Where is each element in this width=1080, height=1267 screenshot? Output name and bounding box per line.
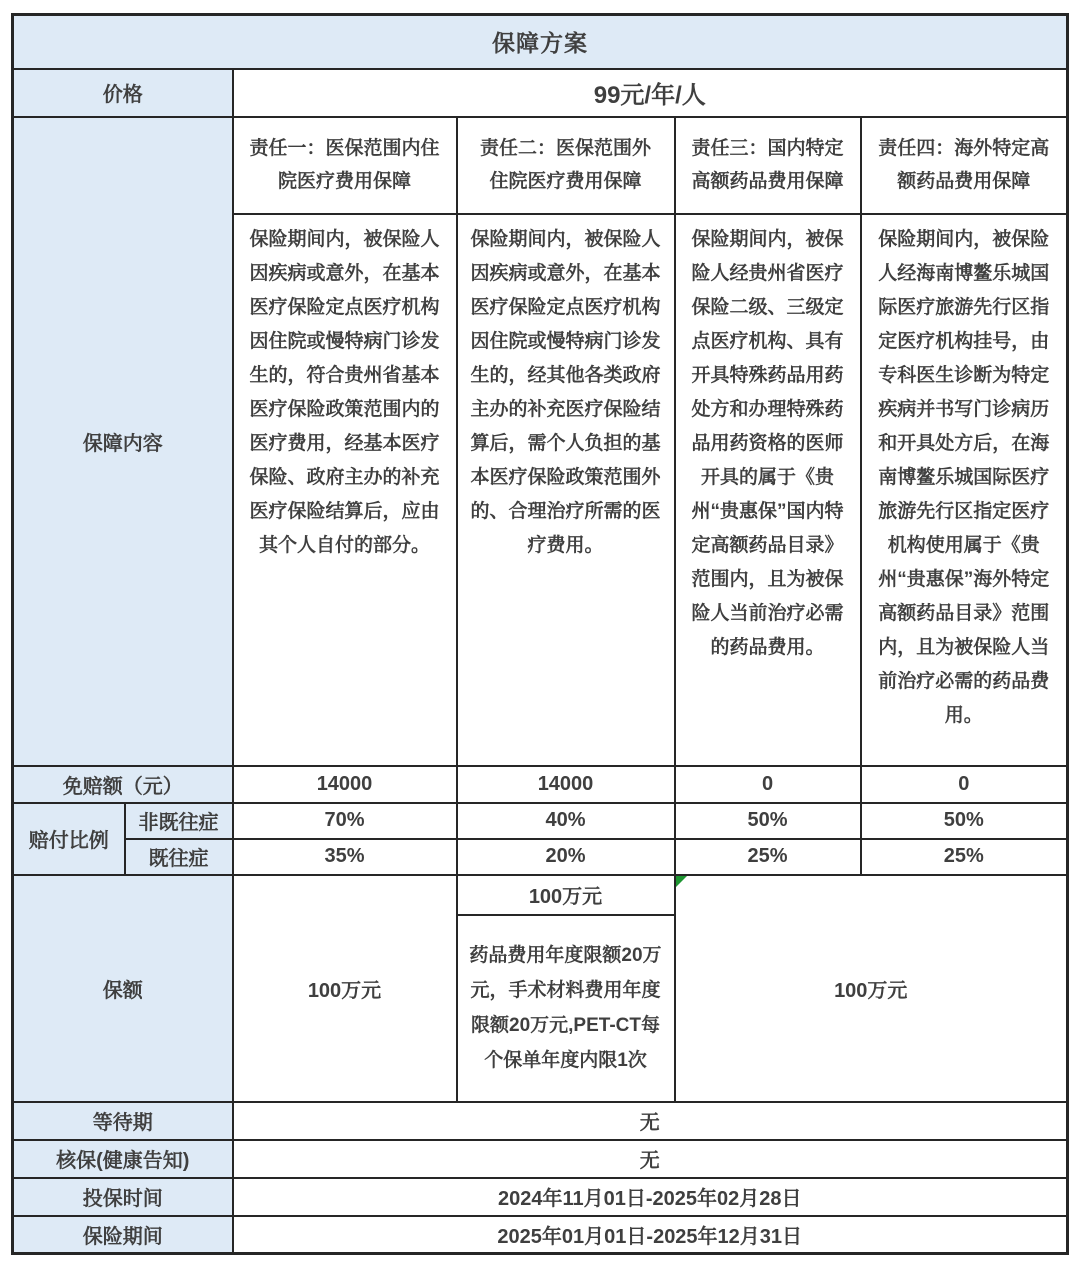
- sum-insured-col2-top: 100万元: [457, 875, 675, 915]
- comment-marker-icon: [676, 876, 687, 887]
- preexisting-label: 既往症: [125, 839, 233, 875]
- page-title: 保障方案: [13, 15, 1068, 69]
- insurance-plan-table: [11, 13, 1069, 1255]
- waiting-period-value: 无: [233, 1102, 1068, 1140]
- insurance-period-value: 2025年01月01日-2025年12月31日: [233, 1216, 1068, 1254]
- column-header-2: 责任二：医保范围外住院医疗费用保障: [457, 117, 675, 214]
- non-preexisting-label: 非既往症: [125, 803, 233, 839]
- insurance-period-row: [13, 1216, 1068, 1254]
- coverage-label: 保障内容: [13, 117, 233, 766]
- deductible-value-3: 0: [675, 766, 861, 803]
- non-preexisting-value-1: 70%: [233, 803, 457, 839]
- underwriting-value: 无: [233, 1140, 1068, 1178]
- payout-row-preexisting: [13, 839, 1068, 875]
- payout-ratio-label: 赔付比例: [13, 803, 125, 875]
- coverage-detail-3: 保险期间内，被保险人经贵州省医疗保险二级、三级定点医疗机构、具有开具特殊药品用药处方和办理特殊药品用药资格的医师开具的属于《贵州“贵惠保”国内特定高额药品目录》范围内，且为被保险人当前治疗必需的药品费用。: [675, 214, 861, 766]
- coverage-detail-2: 保险期间内，被保险人因疾病或意外，在基本医疗保险定点医疗机构因住院或慢特病门诊发生的，经其他各类政府主办的补充医疗保险结算后，需个人负担的基本医疗保险政策范围外的、合理治疗所需的医疗费用。: [457, 214, 675, 766]
- sum-insured-row-top: [13, 875, 1068, 915]
- preexisting-value-4: 25%: [861, 839, 1068, 875]
- sum-insured-col2-note: 药品费用年度限额20万元，手术材料费用年度限额20万元,PET-CT每个保单年度内限1次: [457, 915, 675, 1102]
- column-header-row: [13, 117, 1068, 214]
- underwriting-row: [13, 1140, 1068, 1178]
- deductible-value-2: 14000: [457, 766, 675, 803]
- insurance-plan-panel: [11, 13, 1069, 1255]
- coverage-detail-1: 保险期间内，被保险人因疾病或意外，在基本医疗保险定点医疗机构因住院或慢特病门诊发生的，符合贵州省基本医疗保险政策范围内的医疗费用，经基本医疗保险、政府主办的补充医疗保险结算后，应由其个人自付的部分。: [233, 214, 457, 766]
- sum-insured-col3-4: [675, 875, 1068, 1102]
- price-label: 价格: [13, 69, 233, 117]
- price-row: [13, 69, 1068, 117]
- column-header-1: 责任一：医保范围内住院医疗费用保障: [233, 117, 457, 214]
- deductible-value-1: 14000: [233, 766, 457, 803]
- waiting-period-label: 等待期: [13, 1102, 233, 1140]
- non-preexisting-value-2: 40%: [457, 803, 675, 839]
- price-value: 99元/年/人: [233, 69, 1068, 117]
- column-header-3: 责任三：国内特定高额药品费用保障: [675, 117, 861, 214]
- waiting-period-row: [13, 1102, 1068, 1140]
- deductible-label: 免赔额（元）: [13, 766, 233, 803]
- non-preexisting-value-4: 50%: [861, 803, 1068, 839]
- payout-row-non-preexisting: [13, 803, 1068, 839]
- title-row: [13, 15, 1068, 69]
- column-header-4: 责任四：海外特定高额药品费用保障: [861, 117, 1068, 214]
- sum-insured-col3-4-value: 100万元: [834, 979, 908, 1002]
- sum-insured-label: 保额: [13, 875, 233, 1102]
- preexisting-value-3: 25%: [675, 839, 861, 875]
- preexisting-value-1: 35%: [233, 839, 457, 875]
- underwriting-label: 核保(健康告知): [13, 1140, 233, 1178]
- preexisting-value-2: 20%: [457, 839, 675, 875]
- deductible-row: [13, 766, 1068, 803]
- enrollment-time-value: 2024年11月01日-2025年02月28日: [233, 1178, 1068, 1216]
- coverage-detail-4: 保险期间内，被保险人经海南博鳌乐城国际医疗旅游先行区指定医疗机构挂号，由专科医生诊断为特定疾病并书写门诊病历和开具处方后，在海南博鳌乐城国际医疗旅游先行区指定医疗机构使用属于《贵州“贵惠保”海外特定高额药品目录》范围内，且为被保险人当前治疗必需的药品费用。: [861, 214, 1068, 766]
- enrollment-time-label: 投保时间: [13, 1178, 233, 1216]
- sum-insured-col1: 100万元: [233, 875, 457, 1102]
- insurance-period-label: 保险期间: [13, 1216, 233, 1254]
- non-preexisting-value-3: 50%: [675, 803, 861, 839]
- enrollment-time-row: [13, 1178, 1068, 1216]
- deductible-value-4: 0: [861, 766, 1068, 803]
